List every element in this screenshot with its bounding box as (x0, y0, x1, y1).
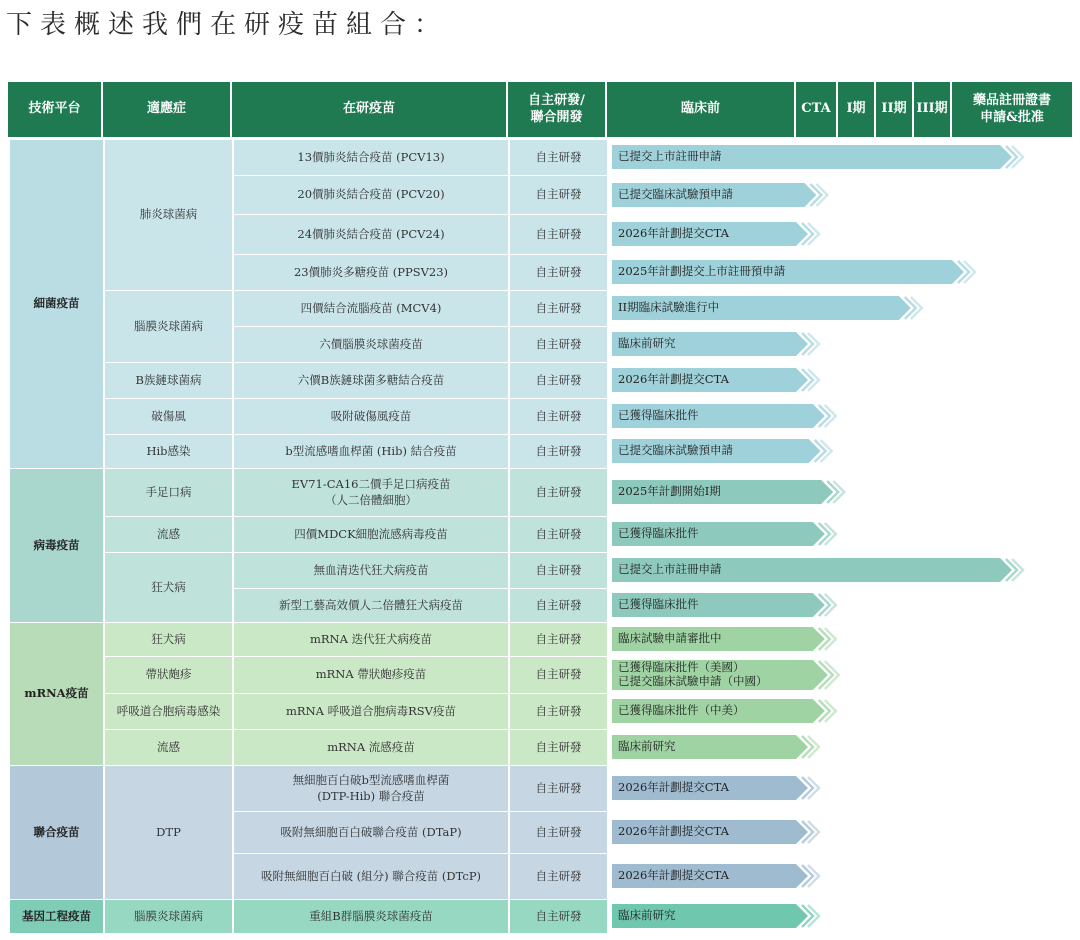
indication-cell: Hib感染 (103, 434, 232, 468)
status-label: 已獲得臨床批件 (618, 408, 699, 423)
indication-cell: 手足口病 (103, 468, 232, 516)
progress-arrow (612, 368, 826, 392)
header-approval: 藥品註冊證書 申請&批准 (952, 82, 1072, 137)
progress-arrow (612, 593, 843, 617)
header-phase1: I期 (838, 82, 874, 137)
progress-arrow (612, 332, 826, 356)
platform-cell: 細菌疫苗 (8, 139, 103, 468)
header-cta: CTA (796, 82, 836, 137)
vaccine-name-cell: EV71-CA16二價手足口病疫苗 （人二倍體細胞） (232, 468, 508, 516)
development-type-cell: 自主研發 (508, 729, 607, 765)
development-type-cell: 自主研發 (508, 214, 607, 254)
development-type-cell: 自主研發 (508, 622, 607, 656)
status-label: 臨床前研究 (618, 336, 676, 351)
development-type-cell: 自主研發 (508, 656, 607, 693)
development-type-cell: 自主研發 (508, 254, 607, 290)
status-label: 已獲得臨床批件 (618, 597, 699, 612)
status-label: 已獲得臨床批件 (618, 526, 699, 541)
status-label: 2026年計劃提交CTA (618, 226, 729, 241)
status-label: II期臨床試驗進行中 (618, 300, 720, 315)
status-label: 已提交臨床試驗預申請 (618, 443, 733, 458)
progress-arrow (612, 222, 826, 246)
indication-cell: 破傷風 (103, 398, 232, 434)
status-label: 已獲得臨床批件（中美） (618, 703, 745, 718)
progress-arrow (612, 699, 843, 723)
progress-arrow (612, 296, 929, 320)
development-type-cell: 自主研發 (508, 434, 607, 468)
indication-cell: 腦膜炎球菌病 (103, 290, 232, 362)
vaccine-name-cell: 重組B群腦膜炎球菌疫苗 (232, 899, 508, 933)
development-type-cell: 自主研發 (508, 139, 607, 175)
progress-arrow (612, 183, 834, 207)
indication-cell: 流感 (103, 516, 232, 552)
status-label: 已提交上市註冊申請 (618, 149, 722, 164)
development-type-cell: 自主研發 (508, 765, 607, 811)
vaccine-name-cell: 24價肺炎結合疫苗 (PCV24) (232, 214, 508, 254)
progress-arrow (612, 660, 843, 690)
vaccine-name-cell: 13價肺炎結合疫苗 (PCV13) (232, 139, 508, 175)
platform-cell: 基因工程疫苗 (8, 899, 103, 933)
status-label: 臨床前研究 (618, 739, 676, 754)
development-type-cell: 自主研發 (508, 693, 607, 729)
progress-arrow (612, 864, 826, 888)
vaccine-name-cell: 吸附無細胞百白破 (組分) 聯合疫苗 (DTcP) (232, 853, 508, 899)
indication-cell: 狂犬病 (103, 622, 232, 656)
progress-arrow (612, 404, 843, 428)
status-label: 2026年計劃提交CTA (618, 780, 729, 795)
indication-cell: 呼吸道合胞病毒感染 (103, 693, 232, 729)
development-type-cell: 自主研發 (508, 588, 607, 622)
status-label: 已獲得臨床批件（美國） 已提交臨床試驗申請（中國） (618, 659, 768, 688)
indication-cell: 腦膜炎球菌病 (103, 899, 232, 933)
vaccine-name-cell: 無細胞百白破b型流感嗜血桿菌 (DTP-Hib) 聯合疫苗 (232, 765, 508, 811)
progress-arrow (612, 145, 1030, 169)
indication-cell: 肺炎球菌病 (103, 139, 232, 290)
vaccine-name-cell: 無血清迭代狂犬病疫苗 (232, 552, 508, 588)
progress-arrow (612, 904, 826, 928)
development-type-cell: 自主研發 (508, 175, 607, 214)
vaccine-name-cell: 四價MDCK細胞流感病毒疫苗 (232, 516, 508, 552)
status-label: 2025年計劃開始I期 (618, 484, 721, 499)
vaccine-name-cell: 六價B族鏈球菌多糖結合疫苗 (232, 362, 508, 398)
header-indication: 適應症 (103, 82, 230, 137)
header-phase2: II期 (876, 82, 912, 137)
platform-cell: 病毒疫苗 (8, 468, 103, 622)
progress-arrow (612, 820, 826, 844)
status-label: 臨床前研究 (618, 908, 676, 923)
header-vaccine: 在研疫苗 (232, 82, 506, 137)
progress-arrow (612, 260, 982, 284)
header-platform: 技術平台 (8, 82, 101, 137)
progress-arrow (612, 776, 826, 800)
header-phase3: III期 (914, 82, 950, 137)
indication-cell: 流感 (103, 729, 232, 765)
development-type-cell: 自主研發 (508, 398, 607, 434)
platform-cell: mRNA疫苗 (8, 622, 103, 765)
vaccine-name-cell: 20價肺炎結合疫苗 (PCV20) (232, 175, 508, 214)
vaccine-name-cell: 吸附無細胞百白破聯合疫苗 (DTaP) (232, 811, 508, 853)
status-label: 2026年計劃提交CTA (618, 868, 729, 883)
development-type-cell: 自主研發 (508, 326, 607, 362)
vaccine-name-cell: 六價腦膜炎球菌疫苗 (232, 326, 508, 362)
vaccine-name-cell: mRNA 帶狀皰疹疫苗 (232, 656, 508, 693)
progress-arrow (612, 627, 843, 651)
development-type-cell: 自主研發 (508, 468, 607, 516)
progress-arrow (612, 439, 839, 463)
vaccine-name-cell: 23價肺炎多糖疫苗 (PPSV23) (232, 254, 508, 290)
development-type-cell: 自主研發 (508, 899, 607, 933)
vaccine-name-cell: 四價結合流腦疫苗 (MCV4) (232, 290, 508, 326)
development-type-cell: 自主研發 (508, 811, 607, 853)
platform-cell: 聯合疫苗 (8, 765, 103, 899)
development-type-cell: 自主研發 (508, 290, 607, 326)
development-type-cell: 自主研發 (508, 362, 607, 398)
status-label: 2026年計劃提交CTA (618, 824, 729, 839)
header-dev: 自主研發/ 聯合開發 (508, 82, 605, 137)
page-title: 下表概述我們在研疫苗組合： (6, 10, 449, 40)
vaccine-name-cell: b型流感嗜血桿菌 (Hib) 結合疫苗 (232, 434, 508, 468)
status-label: 2025年計劃提交上市註冊預申請 (618, 264, 786, 279)
progress-arrow (612, 522, 843, 546)
status-label: 2026年計劃提交CTA (618, 372, 729, 387)
header-preclinical: 臨床前 (607, 82, 794, 137)
indication-cell: DTP (103, 765, 232, 899)
progress-arrow (612, 480, 851, 504)
progress-arrow (612, 558, 1030, 582)
indication-cell: B族鏈球菌病 (103, 362, 232, 398)
status-label: 已提交臨床試驗預申請 (618, 186, 733, 201)
vaccine-name-cell: mRNA 流感疫苗 (232, 729, 508, 765)
development-type-cell: 自主研發 (508, 516, 607, 552)
indication-cell: 狂犬病 (103, 552, 232, 622)
vaccine-name-cell: mRNA 呼吸道合胞病毒RSV疫苗 (232, 693, 508, 729)
vaccine-name-cell: mRNA 迭代狂犬病疫苗 (232, 622, 508, 656)
development-type-cell: 自主研發 (508, 552, 607, 588)
indication-cell: 帶狀皰疹 (103, 656, 232, 693)
progress-arrow (612, 735, 826, 759)
vaccine-name-cell: 吸附破傷風疫苗 (232, 398, 508, 434)
development-type-cell: 自主研發 (508, 853, 607, 899)
status-label: 臨床試驗申請審批中 (618, 631, 722, 646)
status-label: 已提交上市註冊申請 (618, 562, 722, 577)
vaccine-name-cell: 新型工藝高效價人二倍體狂犬病疫苗 (232, 588, 508, 622)
